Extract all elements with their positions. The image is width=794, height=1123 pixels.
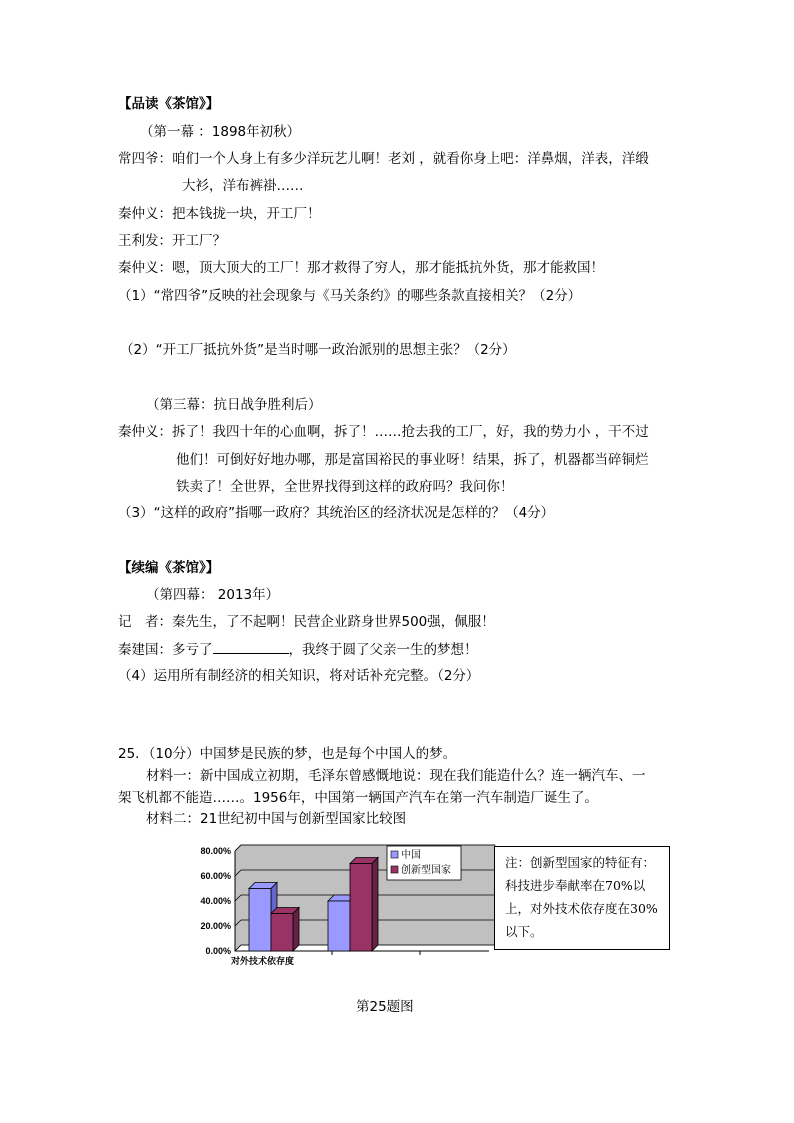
question-2: （2）“开工厂抵抗外货”是当时哪一政治派别的思想主张？（2分） xyxy=(120,342,516,358)
bar xyxy=(350,864,372,952)
legend-swatch xyxy=(391,851,398,858)
dialogue-line: 王利发：开工厂？ xyxy=(118,233,226,249)
bar xyxy=(271,914,293,952)
legend-swatch xyxy=(391,866,398,873)
material-1-line: 材料一：新中国成立初期，毛泽东曾感慨地说：现在我们能造什么？连一辆汽车、一 xyxy=(146,768,646,784)
material-1-line: 架飞机都不能造……。1956年，中国第一辆国产汽车在第一汽车制造厂诞生了。 xyxy=(118,790,598,806)
y-tick-label: 80.00% xyxy=(200,846,231,856)
bar xyxy=(328,901,350,951)
question-4: （4）运用所有制经济的相关知识，将对话补充完整。（2分） xyxy=(118,668,480,684)
fill-blank[interactable] xyxy=(213,639,289,654)
section-heading-1: 【品读《茶馆》】 xyxy=(118,96,220,112)
dialogue-line: 他们！可倒好好地办哪，那是富国裕民的事业呀！结果，拆了，机器都当碎铜烂 xyxy=(176,452,649,468)
section-heading-2: 【续编《茶馆》】 xyxy=(118,560,220,576)
dialogue-line: 秦仲义：拆了！我四十年的心血啊，拆了！……抢去我的工厂，好，我的势力小 ，干不过 xyxy=(118,424,649,440)
figure-caption: 第25题图 xyxy=(356,999,414,1015)
bar xyxy=(249,889,271,952)
dialogue-line: 铁卖了！全世界，全世界找得到这样的政府吗？我问你！ xyxy=(176,479,514,495)
dialogue-line: 记 者：秦先生，了不起啊！民营企业跻身世界500强，佩服！ xyxy=(118,614,495,630)
bar-side xyxy=(293,908,299,952)
dialogue-suffix: ，我终于圆了父亲一生的梦想！ xyxy=(288,642,478,658)
chart-note: 注：创新型国家的特征有：科技进步奉献率在70%以上，对外技术依存度在30%以下。 xyxy=(494,846,670,950)
question-3: （3）“这样的政府”指哪一政府？其统治区的经济状况是怎样的？（4分） xyxy=(118,505,555,521)
y-tick-label: 20.00% xyxy=(200,921,231,931)
material-2-title: 材料二：21世纪初中国与创新型国家比较图 xyxy=(146,811,407,827)
act1-heading: （第一幕 ：1898年初秋） xyxy=(140,124,301,140)
act4-heading: （第四幕： 2013年） xyxy=(146,587,280,603)
x-axis-label: 对外技术依存度 xyxy=(231,956,295,966)
question-25-title: 25．（10分）中国梦是民族的梦，也是每个中国人的梦。 xyxy=(118,746,457,762)
legend-label: 中国 xyxy=(401,850,421,861)
dialogue-line: 秦仲义：把本钱拢一块，开工厂！ xyxy=(118,206,321,222)
question-1: （1）“常四爷”反映的社会现象与《马关条约》的哪些条款直接相关？（2分） xyxy=(118,288,582,304)
act3-heading: （第三幕：抗日战争胜利后） xyxy=(146,397,322,413)
dialogue-line: 秦仲义：嗯，顶大顶大的工厂！那才救得了穷人，那才能抵抗外货，那才能救国！ xyxy=(118,260,604,276)
dialogue-line: 常四爷：咱们一个人身上有多少洋玩艺儿啊！老刘 ，就看你身上吧：洋鼻烟，洋表，洋缎 xyxy=(118,151,649,167)
dialogue-prefix: 秦建国：多亏了 xyxy=(118,642,213,658)
bar-side xyxy=(372,858,378,952)
y-tick-label: 40.00% xyxy=(200,896,231,906)
comparison-bar-chart xyxy=(180,836,500,971)
dialogue-line-blank xyxy=(118,639,478,660)
y-tick-label: 60.00% xyxy=(200,871,231,881)
dialogue-line: 大衫，洋布裤褂…… xyxy=(182,178,304,194)
legend-label: 创新型国家 xyxy=(401,865,451,876)
y-tick-label: 0.00% xyxy=(205,946,231,956)
